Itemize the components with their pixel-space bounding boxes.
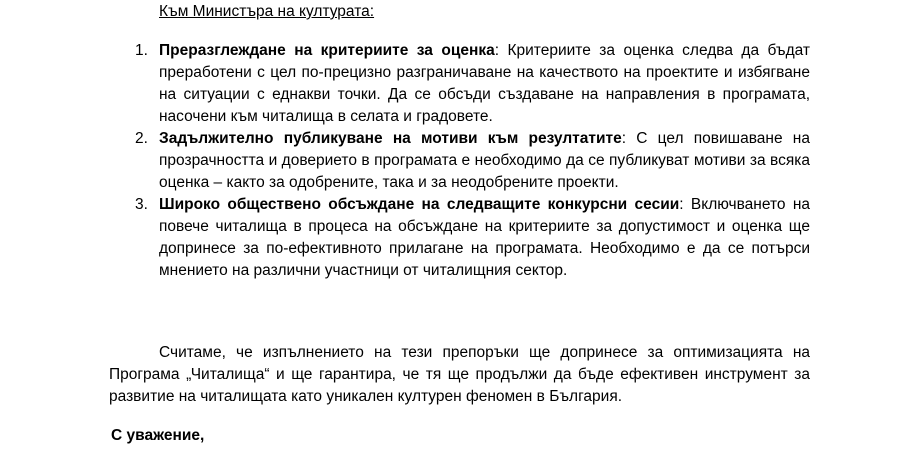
item-paragraph <box>159 194 810 282</box>
item-number: 2. <box>135 130 148 147</box>
section-heading: Към Министъра на културата: <box>159 3 375 20</box>
recommendations-list <box>0 40 810 282</box>
item-lead: Преразглеждане на критериите за оценка <box>159 42 495 59</box>
item-paragraph <box>159 40 810 128</box>
closing-paragraph: Считаме, че изпълнението на тези препоръки ще допринесе за оптимизацията на Програма „Читалища“ и ще гарантира, че тя ще продължи да бъде ефективен инструмент за развитие на читалищата като уникален културен феномен в България. <box>109 344 810 405</box>
list-item <box>135 40 810 128</box>
item-text: : Критериите за оценка следва да бъдат преработени с цел по-прецизно разграничаване на качеството на проектите и избягване на ситуации с еднакви точки. Да се обсъди създаване на направления в програмата, насочени към читалища в селата и градовете. <box>159 42 810 125</box>
item-number: 3. <box>135 196 148 213</box>
item-lead: Задължително публикуване на мотиви към резултатите <box>159 130 622 147</box>
item-lead: Широко обществено обсъждане на следващите конкурсни сесии <box>159 196 680 213</box>
list-item <box>135 194 810 282</box>
item-text: : С цел повишаване на прозрачността и доверието в програмата е необходимо да се публикуват мотиви за всяка оценка – както за одобрените, така и за неодобрените проекти. <box>159 130 810 191</box>
regards-line: С уважение, <box>111 427 205 444</box>
list-item <box>135 128 810 194</box>
item-number: 1. <box>135 42 148 59</box>
item-paragraph <box>159 128 810 194</box>
item-text: : Включването на повече читалища в процеса на обсъждане на критериите за допустимост и оценка ще допринесе за по-ефективното прилагане на програмата. Необходимо е да се потърси мнението на различни участници от читалищния сектор. <box>159 196 810 279</box>
